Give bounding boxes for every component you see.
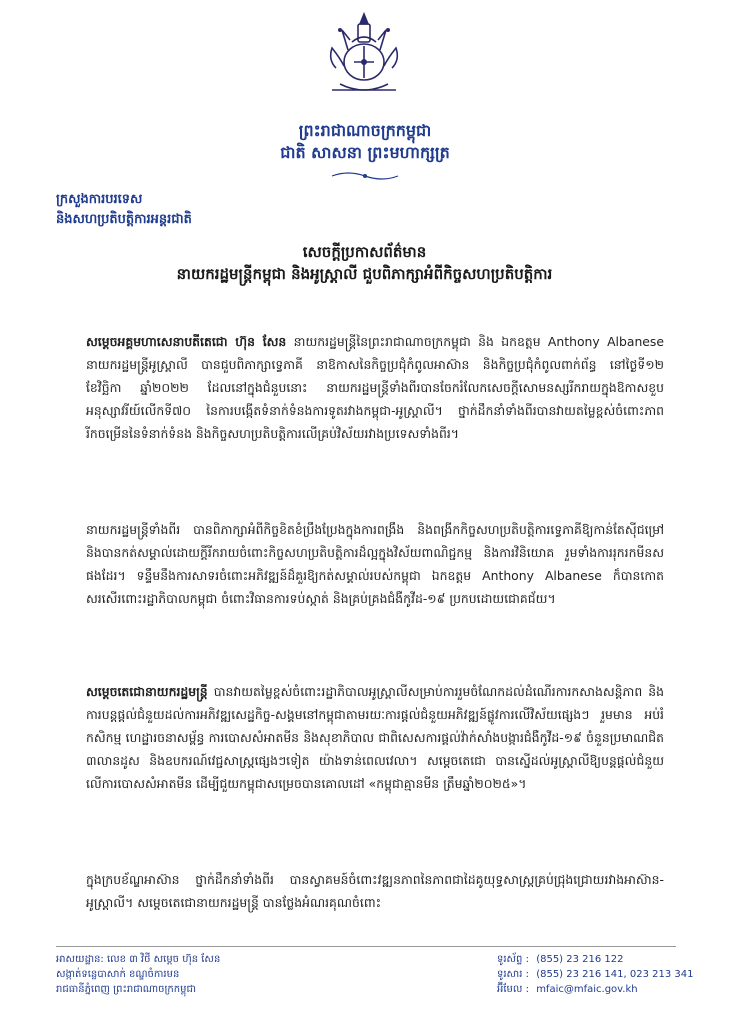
ministry-header (56, 190, 296, 230)
paragraph-2 (86, 518, 664, 610)
contact-phone-label: ទូរស័ព្ទ : (497, 954, 529, 965)
contact-fax-value: (855) 23 216 141, 023 213 341 (536, 969, 694, 980)
kingdom-motto: ជាតិ សាសនា ព្រះមហាក្សត្រ (280, 143, 450, 162)
contact-fax-label: ទូរសារ : (497, 969, 529, 980)
paragraph-1-lead: សម្តេចអគ្គមហាសេនាបតីតេជោ ហ៊ុន សែន (86, 334, 287, 349)
paragraph-3-text: បានវាយតម្លៃខ្ពស់ចំពោះរដ្ឋាភិបាលអូស្ត្រាលីសម្រាប់ការរួមចំណែកដល់ដំណើរការកសាងសន្តិភាព និងការបន្តផ្តល់ជំនួយដល់ការអភិវឌ្ឍសេដ្ឋកិច្ច-សង្គមនៅកម្ពុជាតាមរយៈការផ្តល់ជំនួយអភិវឌ្ឍន៍ផ្លូវការលើវិស័យផ្សេងៗ រួមមាន អប់រំ កសិកម្ម ហេដ្ឋារចនាសម្ព័ន្ធ ការបោសសំអាតមីន និងសុខាភិបាល ជាពិសេសការផ្តល់វ៉ាក់សាំងបង្ការជំងឺកូវីដ-១៩ ចំនួនប្រមាណជិត ៣លានដូស និងឧបករណ៍វេជ្ជសាស្ត្រផ្សេងៗទៀត យ៉ាងទាន់ពេលវេលា។ សម្តេចតេជោ បានស្នើដល់អូស្ត្រាលីឱ្យបន្តផ្តល់ជំនួយលើការបោសសំអាតមីន ដើម្បីជួយកម្ពុជាសម្រេចបានគោលដៅ «កម្ពុជាគ្មានមីន ត្រឹមឆ្នាំ២០២៥»។ (86, 684, 664, 791)
kingdom-name: ព្រះរាជាណាចក្រកម្ពុជា (298, 121, 432, 140)
contact-fax (497, 967, 717, 982)
address-line-3: រាជធានីភ្នំពេញ ព្រះរាជាណាចក្រកម្ពុជា (56, 984, 196, 995)
contact-email-value[interactable]: mfaic@mfaic.gov.kh (536, 984, 638, 995)
ministry-line-2: និងសហប្រតិបត្តិការអន្តរជាតិ (56, 212, 192, 227)
paragraph-1-text: នាយករដ្ឋមន្ត្រីនៃព្រះរាជាណាចក្រកម្ពុជា និង ឯកឧត្តម Anthony Albanese នាយករដ្ឋមន្ត្រីអូស្ត្រាលី បានជួបពិភាក្សាទ្វេភាគី នាឱកាសនៃកិច្ចប្រជុំកំពូលអាស៊ាន និងកិច្ចប្រជុំកំពូលពាក់ព័ន្ធ នៅថ្ងៃទី១២ ខែវិច្ឆិកា ឆ្នាំ២០២២ ដែលនៅក្នុងជំនួបនោះ នាយករដ្ឋមន្ត្រីទាំងពីរបានចែករំលែកសេចក្តីសោមនស្សរីករាយក្នុងឱកាសខួបអនុស្សាវរីយ៍លើកទី៧០ នៃការបង្កើតទំនាក់ទំនងការទូតរវាងកម្ពុជា-អូស្ត្រាលី។ ថ្នាក់ដឹកនាំទាំងពីរបានវាយតម្លៃខ្ពស់ចំពោះភាពរីកចម្រើននៃទំនាក់ទំនង និងកិច្ចសហប្រតិបត្តិការលើគ្រប់វិស័យរវាងប្រទេសទាំងពីរ។ (86, 334, 664, 441)
paragraph-3 (86, 680, 664, 795)
contact-email[interactable] (497, 982, 717, 997)
address-line-1: អាសយដ្ឋាន: លេខ ៣ វិថី សម្តេច ហ៊ុន សែន (56, 954, 221, 965)
footer-divider (56, 946, 676, 947)
contact-phone (497, 952, 717, 967)
title-line-1: សេចក្តីប្រកាសព័ត៌មាន (302, 243, 427, 261)
paragraph-1 (86, 330, 664, 445)
footer-contacts (497, 952, 717, 997)
ornament-divider-icon (330, 170, 400, 182)
contact-phone-value: (855) 23 216 122 (536, 954, 624, 965)
paragraph-4-text: ក្នុងក្របខ័ណ្ឌអាស៊ាន ថ្នាក់ដឹកនាំទាំងពីរ បានស្វាគមន៍ចំពោះវឌ្ឍនភាពនៃភាពជាដៃគូយុទ្ធសាស្ត្រគ្រប់ជ្រុងជ្រោយរវាងអាស៊ាន-អូស្ត្រាលី។ សម្តេចតេជោនាយករដ្ឋមន្ត្រី បានថ្លែងអំណរគុណចំពោះ (86, 872, 664, 910)
footer-address (56, 952, 386, 997)
document-title (60, 241, 669, 285)
paragraph-3-lead: សម្តេចតេជោនាយករដ្ឋមន្ត្រី (86, 684, 208, 699)
paragraph-4 (86, 868, 664, 914)
address-line-2: សង្កាត់ទន្លេបាសាក់ ខណ្ឌចំការមន (56, 969, 180, 980)
contact-email-label: អ៊ីមែល : (497, 984, 529, 995)
royal-cambodia-emblem-icon (318, 10, 410, 102)
title-line-2: នាយករដ្ឋមន្ត្រីកម្ពុជា និងអូស្ត្រាលី ជួបពិភាក្សាអំពីកិច្ចសហប្រតិបត្តិការ (176, 265, 553, 283)
kingdom-header (230, 120, 500, 164)
paragraph-2-text: នាយករដ្ឋមន្ត្រីទាំងពីរ បានពិភាក្សាអំពីកិច្ចខិតខំប្រឹងប្រែងក្នុងការពង្រឹង និងពង្រីកកិច្ចសហប្រតិបត្តិការទ្វេភាគីឱ្យកាន់តែស៊ីជម្រៅ និងបានកត់សម្គាល់ដោយក្តីរីករាយចំពោះកិច្ចសហប្រតិបត្តិការដ៏ល្អក្នុងវិស័យពាណិជ្ជកម្ម និងការវិនិយោគ រួមទាំងការរុករកមីនសផងដែរ។ ទន្ទឹមនឹងការសាទរចំពោះអភិវឌ្ឍន៍ដ៏គួរឱ្យកត់សម្គាល់របស់កម្ពុជា ឯកឧត្តម Anthony Albanese ក៏បានកោតសរសើរពោះរដ្ឋាភិបាលកម្ពុជា ចំពោះវិធានការទប់ស្កាត់ និងគ្រប់គ្រងជំងឺកូវីដ-១៩ ប្រកបដោយជោគជ័យ។ (86, 522, 664, 606)
ministry-line-1: ក្រសួងការបរទេស (56, 192, 143, 207)
